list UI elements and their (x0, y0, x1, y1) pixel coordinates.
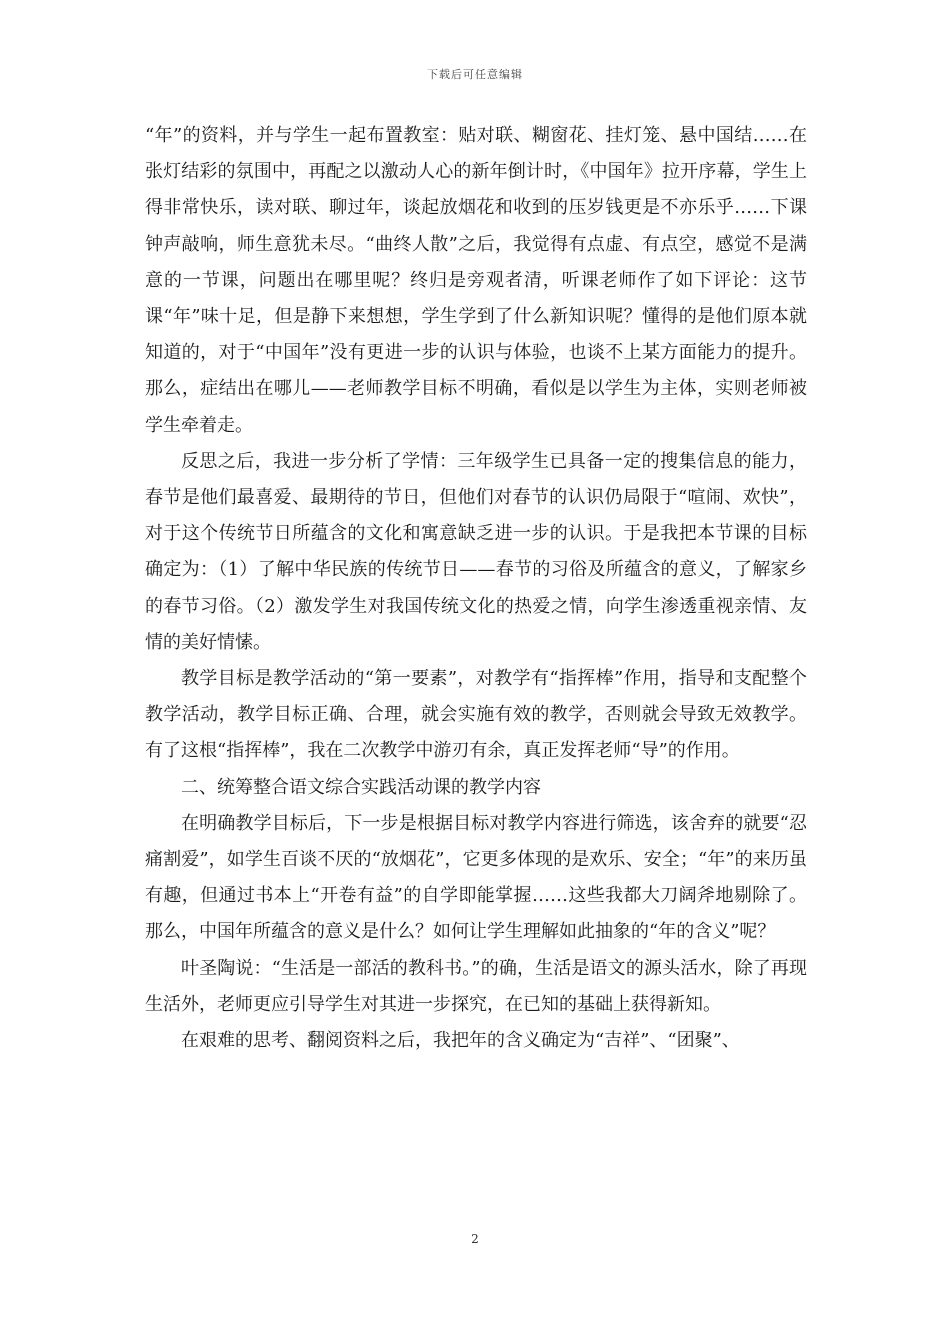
section-heading: 二、统筹整合语文综合实践活动课的教学内容 (181, 776, 541, 798)
paragraph-3: 教学目标是教学活动的“第一要素”，对教学有“指挥棒”作用，指导和支配整个教学活动，教学目标正确、合理，就会实施有效的教学，否则就会导致无效教学。有了这根“指挥棒”，我在二次教学中游刃有余，真正发挥老师“导”的作用。 (145, 668, 807, 762)
page-number: 2 (471, 1232, 479, 1246)
paragraph-5: 叶圣陶说：“生活是一部活的教科书。”的确，生活是语文的源头活水，除了再现生活外，老师更应引导学生对其进一步探究，在已知的基础上获得新知。 (145, 957, 807, 1015)
paragraph-1: “年”的资料，并与学生一起布置教室：贴对联、糊窗花、挂灯笼、悬中国结……在张灯结彩的氛围中，再配之以激动人心的新年倒计时，《中国年》拉开序幕，学生上得非常快乐，读对联、聊过年，谈起放烟花和收到的压岁钱更是不亦乐乎……下课钟声敲响，师生意犹未尽。“曲终人散”之后，我觉得有点虚、有点空，感觉不是满意的一节课，问题出在哪里呢？终归是旁观者清，听课老师作了如下评论：这节课“年”味十足，但是静下来想想，学生学到了什么新知识呢？懂得的是他们原本就知道的，对于“中国年”没有更进一步的认识与体验，也谈不上某方面能力的提升。那么，症结出在哪儿——老师教学目标不明确，看似是以学生为主体，实则老师被学生牵着走。 (145, 125, 807, 436)
paragraph-6: 在艰难的思考、翻阅资料之后，我把年的含义确定为“吉祥”、“团聚”、 (181, 1030, 740, 1052)
body-text (145, 118, 807, 1059)
paragraph-2: 反思之后，我进一步分析了学情：三年级学生已具备一定的搜集信息的能力，春节是他们最喜爱、最期待的节日，但他们对春节的认识仍局限于“喧闹、欢快”，对于这个传统节日所蕴含的文化和寓意缺乏进一步的认识。于是我把本节课的目标确定为：（1）了解中华民族的传统节日——春节的习俗及所蕴含的意义，了解家乡的春节习俗。（2）激发学生对我国传统文化的热爱之情，向学生渗透重视亲情、友情的美好情愫。 (145, 450, 807, 653)
paragraph-4: 在明确教学目标后，下一步是根据目标对教学内容进行筛选，该舍弃的就要“忍痛割爱”，如学生百谈不厌的“放烟花”，它更多体现的是欢乐、安全；“年”的来历虽有趣，但通过书本上“开卷有益”的自学即能掌握……这些我都大刀阔斧地剔除了。那么，中国年所蕴含的意义是什么？如何让学生理解如此抽象的“年的含义”呢？ (145, 812, 807, 943)
page-header: 下载后可任意编辑 (427, 68, 523, 81)
